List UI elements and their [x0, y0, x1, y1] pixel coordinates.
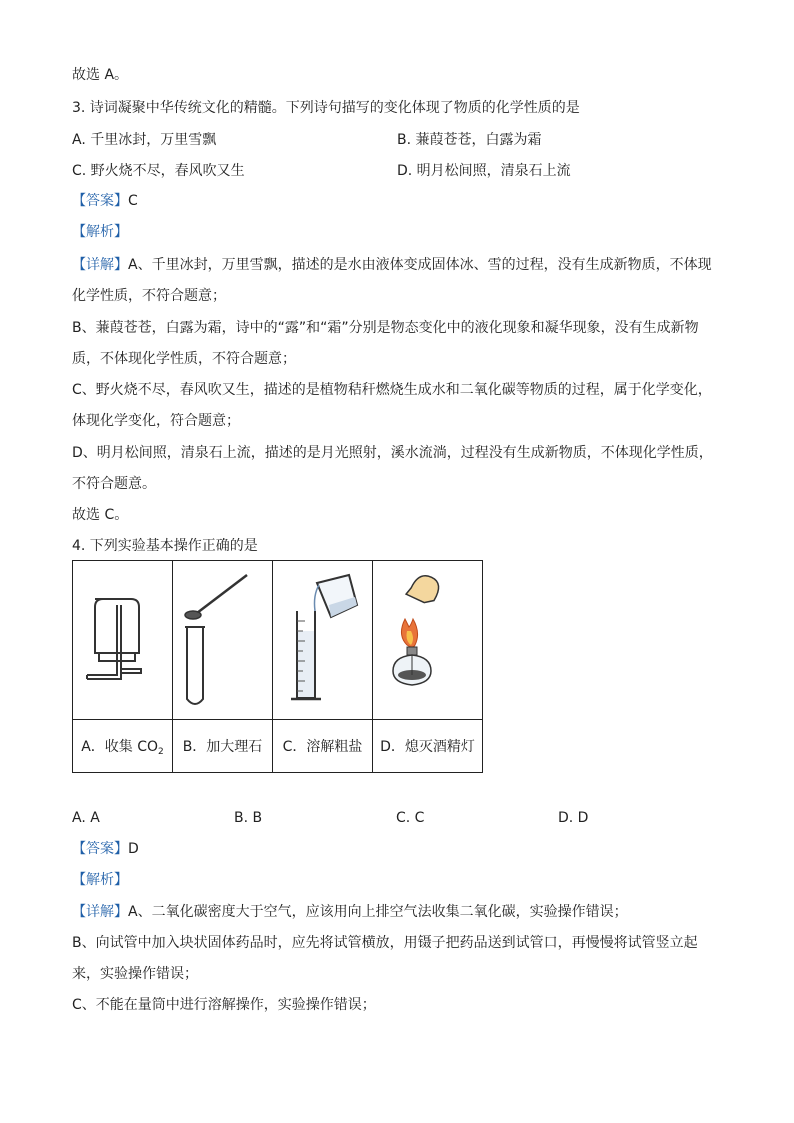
q4-explanation-line: B、向试管中加入块状固体药品时，应先将试管横放，用镊子把药品送到试管口，再慢慢将试管竖立起	[72, 935, 698, 951]
figure-b	[173, 561, 273, 720]
figure-a-caption: A．收集 $CO_2$	[73, 720, 173, 773]
detail-tag: 【详解】	[72, 904, 128, 920]
q4-explanation-line: 来，实验操作错误；	[72, 966, 198, 982]
alcohol-lamp-with-cap-icon	[373, 561, 482, 715]
answer-value: C	[128, 193, 138, 209]
figure-d	[373, 561, 483, 720]
q4-answer	[72, 839, 139, 859]
q3-option-c: C. 野火烧不尽，春风吹又生	[72, 163, 245, 179]
figure-b-caption: B．加大理石	[173, 720, 273, 773]
gas-collection-bottle-icon	[73, 561, 172, 715]
q4-option-a: A. A	[72, 810, 100, 826]
q3-stem: 3. 诗词凝聚中华传统文化的精髓。下列诗句描写的变化体现了物质的化学性质的是	[72, 100, 580, 116]
answer-tag: 【答案】	[72, 193, 128, 209]
q4-stem: 4. 下列实验基本操作正确的是	[72, 538, 258, 554]
q3-option-d: D. 明月松间照，清泉石上流	[397, 163, 571, 179]
q3-conclusion: 故选 C。	[72, 507, 129, 523]
q3-explanation-line: 质，不体现化学性质，不符合题意；	[72, 351, 296, 367]
figure-c-caption: C．溶解粗盐	[273, 720, 373, 773]
graduated-cylinder-with-beaker-icon	[275, 561, 370, 715]
figure-d-caption: D．熄灭酒精灯	[373, 720, 483, 773]
q3-option-b: B. 蒹葭苍苍，白露为霜	[397, 132, 542, 148]
q3-explanation-line: 【详解】A、千里冰封，万里雪飘，描述的是水由液体变成固体冰、雪的过程，没有生成新物质，不体现	[72, 257, 712, 273]
q4-option-d: D. D	[558, 810, 589, 826]
q4-analysis-tag: 【解析】	[72, 872, 128, 888]
q4-option-b: B. B	[234, 810, 263, 826]
q4-option-c: C. C	[396, 810, 425, 826]
q3-explanation-line: D、明月松间照，清泉石上流，描述的是月光照射，溪水流淌，过程没有生成新物质，不体现化学性质，	[72, 445, 713, 461]
q3-analysis-tag: 【解析】	[72, 224, 128, 240]
q4-explanation-line: 【详解】A、二氧化碳密度大于空气，应该用向上排空气法收集二氧化碳，实验操作错误；	[72, 904, 628, 920]
q3-explanation-line: 不符合题意。	[72, 476, 156, 492]
detail-tag: 【详解】	[72, 257, 128, 273]
q3-answer	[72, 191, 138, 211]
answer-value: D	[128, 841, 139, 857]
answer-tag: 【答案】	[72, 841, 128, 857]
previous-conclusion: 故选 A。	[72, 67, 129, 83]
q3-explanation-line: C、野火烧不尽，春风吹又生，描述的是植物秸秆燃烧生成水和二氧化碳等物质的过程，属于化学变化，	[72, 382, 712, 398]
test-tube-with-spoon-icon	[175, 561, 270, 715]
q3-explanation-line: B、蒹葭苍苍，白露为霜，诗中的“露”和“霜”分别是物态变化中的液化现象和凝华现象，没有生成新物	[72, 320, 699, 336]
figure-c	[273, 561, 373, 720]
q3-option-a: A. 千里冰封，万里雪飘	[72, 132, 217, 148]
q4-figure-table	[72, 560, 483, 773]
figure-a	[73, 561, 173, 720]
q4-explanation-line: C、不能在量筒中进行溶解操作，实验操作错误；	[72, 997, 376, 1013]
q3-explanation-line: 体现化学变化，符合题意；	[72, 413, 240, 429]
q3-explanation-line: 化学性质，不符合题意；	[72, 288, 226, 304]
